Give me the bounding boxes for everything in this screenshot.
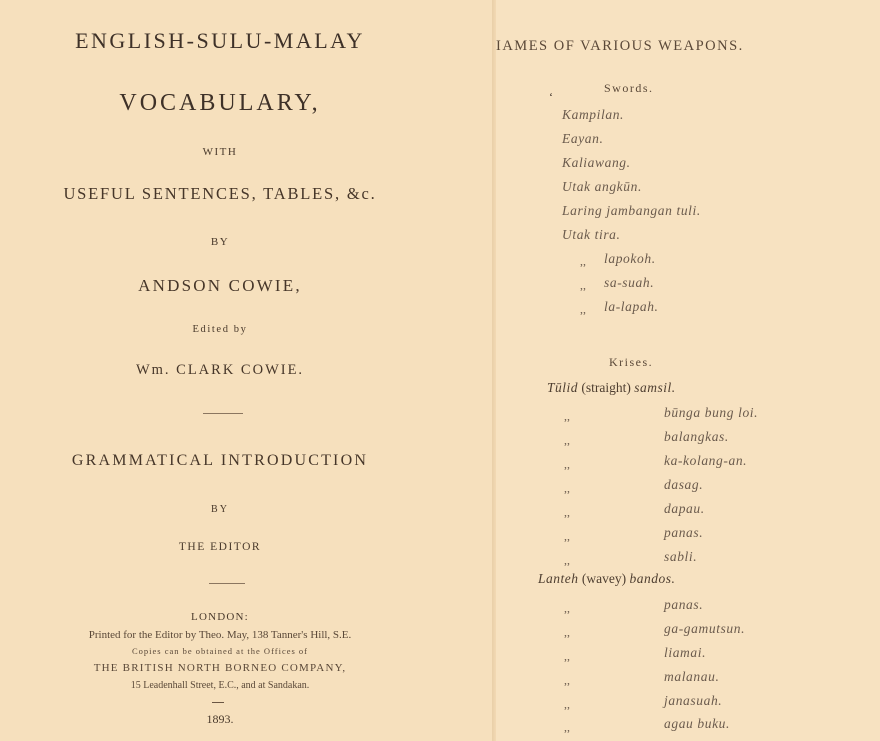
ditto-mark: ,,	[580, 254, 586, 268]
lanteh-first-item: bandos.	[629, 571, 676, 586]
tulid-item: ka-kolang-an.	[664, 453, 748, 468]
sword-item: Eayan.	[562, 131, 604, 146]
tulid-item: dapau.	[664, 501, 705, 516]
ditto-mark: ,,	[564, 457, 570, 471]
sword-item: Utak tira.	[562, 227, 621, 242]
sword-ditto-item: lapokoh.	[604, 251, 656, 266]
lanteh-item: panas.	[664, 597, 704, 612]
the-editor-text: THE EDITOR	[178, 541, 262, 553]
ditto-mark: ,,	[564, 601, 570, 615]
year-text: 1893.	[206, 712, 234, 726]
sword-item: Kampilan.	[562, 107, 625, 122]
lanteh-item: malanau.	[664, 669, 720, 684]
tulid-item: balangkas.	[664, 429, 729, 444]
ditto-mark: ,,	[564, 720, 570, 734]
grammatical-heading: GRAMMATICAL INTRODUCTION	[71, 452, 369, 469]
ditto-mark: ,,	[564, 409, 570, 423]
right-page-weapons-list	[496, 0, 880, 741]
ditto-mark: ,,	[580, 278, 586, 292]
subtitle: USEFUL SENTENCES, TABLES, &c.	[63, 184, 377, 203]
sword-item: Kaliawang.	[562, 155, 631, 170]
ditto-mark: ,,	[564, 673, 570, 687]
imprint-line-1: Printed for the Editor by Theo. May, 138 Tanner's Hill, S.E.	[88, 629, 352, 641]
london-text: LONDON:	[191, 611, 249, 623]
lanteh-item: agau buku.	[664, 716, 730, 731]
lanteh-term: Lanteh	[538, 571, 579, 586]
ditto-mark: ,,	[564, 649, 570, 663]
tulid-item: būnga bung loi.	[664, 405, 759, 420]
ditto-mark: ,,	[564, 697, 570, 711]
weapons-heading: IAMES OF VARIOUS WEAPONS.	[496, 38, 744, 54]
lanteh-item: ga-gamutsun.	[664, 621, 746, 636]
ditto-mark: ,,	[564, 553, 570, 567]
krises-section-title: Krises.	[609, 355, 654, 369]
swords-section-title: Swords.	[604, 81, 654, 95]
sword-item: Laring jambangan tuli.	[562, 203, 701, 218]
editor-name: Wm. CLARK COWIE.	[135, 362, 305, 378]
lanteh-gloss: (wavey)	[581, 571, 627, 586]
tulid-row	[547, 380, 676, 396]
ditto-mark: ,,	[564, 481, 570, 495]
ditto-mark: ,,	[564, 625, 570, 639]
tulid-item: dasag.	[664, 477, 704, 492]
edited-by-text: Edited by	[192, 324, 248, 335]
stray-mark: ‘	[549, 90, 553, 104]
ditto-mark: ,,	[580, 302, 586, 316]
sword-item: Utak angkūn.	[562, 179, 642, 194]
with-text: WITH	[202, 146, 238, 158]
imprint-line-4: 15 Leadenhall Street, E.C., and at Sandakan.	[130, 680, 310, 691]
sword-ditto-item: la-lapah.	[604, 299, 659, 314]
title-line-1: ENGLISH-SULU-MALAY	[75, 28, 365, 53]
ditto-mark: ,,	[564, 433, 570, 447]
imprint-line-2: Copies can be obtained at the Offices of	[131, 646, 309, 656]
lanteh-row	[538, 571, 675, 587]
tulid-term: Tūlid	[547, 380, 579, 395]
lanteh-item: liamai.	[664, 645, 707, 660]
sword-ditto-item: sa-suah.	[604, 275, 655, 290]
tulid-first-item: samsil.	[634, 380, 676, 395]
lanteh-item: janasuah.	[664, 693, 723, 708]
divider-rule	[203, 413, 243, 414]
title-line-2: VOCABULARY,	[119, 90, 321, 116]
tulid-item: panas.	[664, 525, 704, 540]
by-text: BY	[210, 236, 230, 248]
dash-rule	[212, 702, 224, 703]
tulid-item: sabli.	[664, 549, 698, 564]
tulid-gloss: (straight)	[581, 380, 631, 395]
by-text-2: BY	[211, 504, 229, 515]
divider-rule-2	[209, 583, 245, 584]
imprint-line-3: THE BRITISH NORTH BORNEO COMPANY,	[93, 662, 347, 674]
author-name: ANDSON COWIE,	[138, 276, 302, 295]
ditto-mark: ,,	[564, 529, 570, 543]
ditto-mark: ,,	[564, 505, 570, 519]
